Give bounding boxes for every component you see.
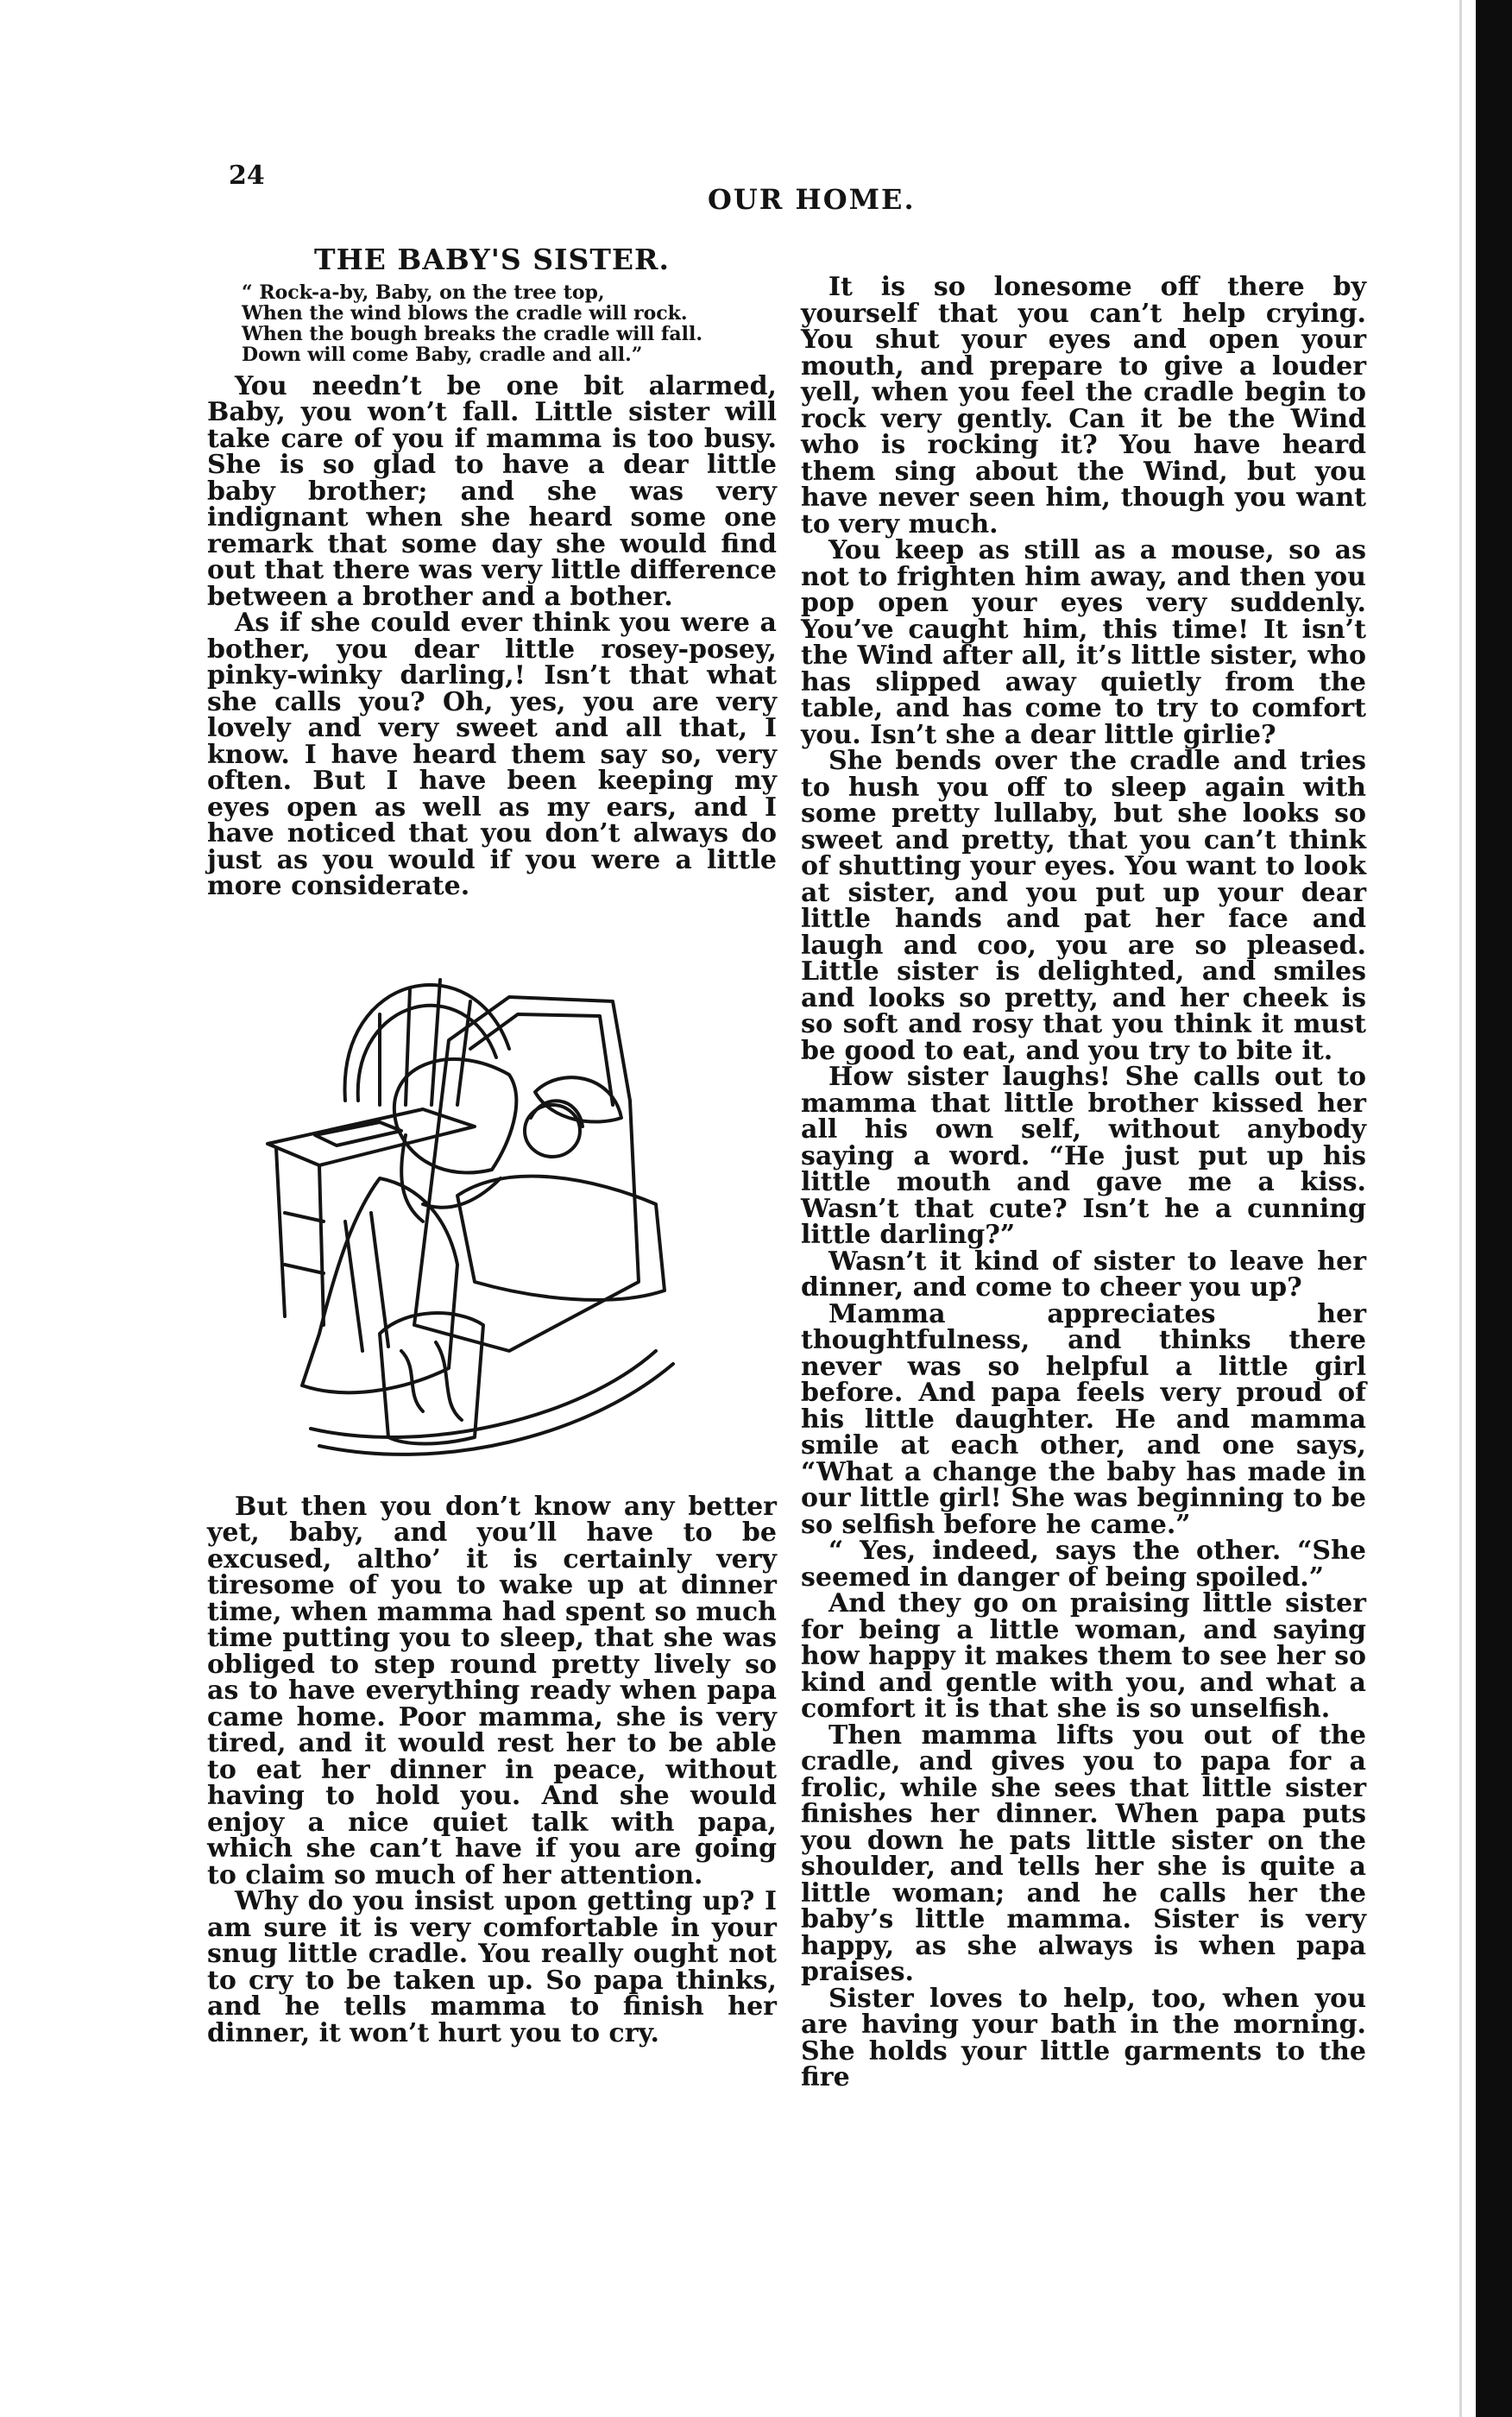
paragraph: Wasn’t it kind of sister to leave her dinner, and come to cheer you up?	[801, 1246, 1366, 1303]
right-column	[801, 272, 1366, 2092]
paragraph: Then mamma lifts you out of the cradle, and gives you to papa for a frolic, while she sees that little sister finishes her dinner. When papa puts you down he pats little sister on the shoulder, and tells her she is quite a little woman; and he calls her the baby’s little mamma. Sister is very happy, as she always is when papa praises.	[801, 1720, 1366, 1987]
paragraph: You keep as still as a mouse, so as not to frighten him away, and then you pop open your eyes very suddenly. You’ve caught him, this time! It isn’t the Wind after all, it’s little sister, who has slipped away quietly from the table, and has come to try to comfort you. Isn’t she a dear little girlie?	[801, 535, 1366, 750]
left-column	[207, 231, 777, 2047]
paragraph: It is so lonesome off there by yourself that you can’t help crying. You shut your eyes and open your mouth, and prepare to give a louder yell, when you feel the cradle begin to rock very gently. Can it be the Wind who is rocking it? You have heard them sing about the Wind, but you have never seen him, though you want to very much.	[801, 272, 1366, 540]
paragraph: As if she could ever think you were a bother, you dear little rosey-posey, pinky-winky darling,! Isn’t that what she calls you? Oh, yes, you are very lovely and very sweet and all that, I know. I have heard them say so, very often. But I have been keeping my eyes open as well as my ears, and I have noticed that you don’t always do just as you would if you were a little more considerate.	[207, 608, 777, 901]
paragraph: Sister loves to help, too, when you are having your bath in the morning. She holds your little garments to the fire	[801, 1983, 1366, 2092]
paragraph: She bends over the cradle and tries to hush you off to sleep again with some pretty lullaby, but she looks so sweet and pretty, that you can’t think of shutting your eyes. You want to look at sister, and you put up your dear little hands and pat her face and laugh and coo, you are so pleased. Little sister is delighted, and smiles and looks so pretty, and her cheek is so soft and rosy that you think it must be good to eat, and you try to bite it.	[801, 746, 1366, 1066]
article-title: THE BABY'S SISTER.	[314, 243, 670, 276]
epigraph-line: When the wind blows the cradle will rock.	[242, 301, 688, 325]
paragraph: But then you don’t know any better yet, baby, and you’ll have to be excused, altho’ it is certainly very tiresome of you to wake up at dinner time, when mamma had spent so much time putting you to sleep, that she was obliged to step round pretty lively so as to have everything ready when papa came home. Poor mamma, she is very tired, and it would rest her to be able to eat her dinner in peace, without having to hold you. And she would enjoy a nice quiet talk with papa, which she can’t have if you are going to claim so much of her attention.	[207, 1491, 777, 1890]
epigraph	[242, 282, 777, 365]
epigraph-line: “ Rock-a-by, Baby, on the tree top,	[242, 281, 605, 304]
paragraph: And they go on praising little sister for being a little woman, and saying how happy it makes them to see her so kind and gentle with you, and what a comfort it is that she is so unselfish.	[801, 1588, 1366, 1724]
cradle-illustration	[250, 919, 734, 1472]
epigraph-line: When the bough breaks the cradle will fall.	[242, 322, 702, 345]
running-head: OUR HOME.	[708, 183, 916, 216]
paragraph: How sister laughs! She calls out to mamma that little brother kissed her all his own self, without anybody saying a word. “He just put up his little mouth and gave me a kiss. Wasn’t that cute? Isn’t he a cunning little darling?”	[801, 1062, 1366, 1250]
paragraph: Mamma appreciates her thoughtfulness, and thinks there never was so helpful a little girl before. And papa feels very proud of his little daughter. He and mamma smile at each other, and one says, “What a change the baby has made in our little girl! She was beginning to be so selfish before he came.”	[801, 1298, 1366, 1540]
scan-edge	[1476, 0, 1512, 2417]
paragraph: “ Yes, indeed, says the other. “She seemed in danger of being spoiled.”	[801, 1536, 1366, 1593]
page-number: 24	[229, 161, 265, 191]
scan-edge-line	[1459, 0, 1462, 2417]
paragraph: Why do you insist upon getting up? I am sure it is very comfortable in your snug little cradle. You really ought not to cry to be taken up. So papa thinks, and he tells mamma to finish her dinner, it won’t hurt you to cry.	[207, 1886, 777, 2048]
paragraph: You needn’t be one bit alarmed, Baby, you won’t fall. Little sister will take care of you if mamma is too busy. She is so glad to have a dear little baby brother; and she was very indignant when she heard some one remark that some day she would find out that there was very little difference between a brother and a bother.	[207, 370, 777, 612]
epigraph-line: Down will come Baby, cradle and all.”	[242, 343, 643, 366]
